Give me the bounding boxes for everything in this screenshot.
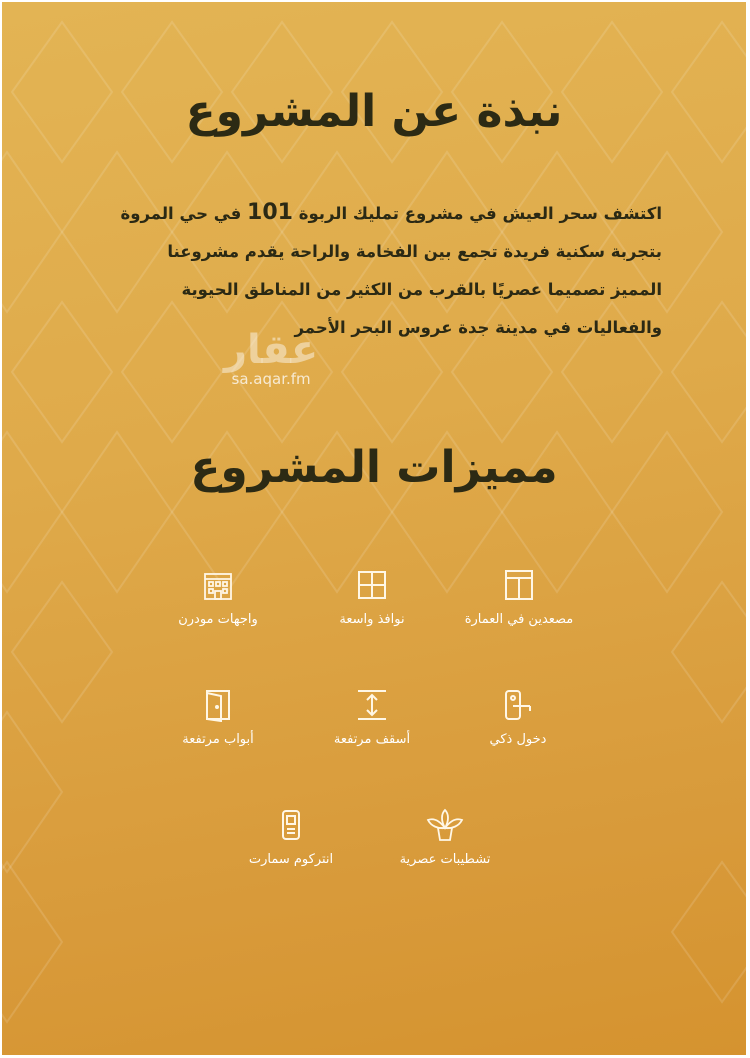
watermark-url: sa.aqar.fm [231,370,311,388]
feature-high-doors [143,688,293,747]
background-pattern [2,2,746,1055]
plant-icon [425,808,465,842]
feature-label: تشطيبات عصرية [399,852,491,867]
building-icon [201,568,235,602]
feature-high-ceilings [297,688,447,747]
aqar-watermark [224,327,319,388]
feature-label: مصعدين في العمارة [464,612,574,627]
feature-facades [143,568,293,627]
ceiling-height-icon [355,688,389,722]
feature-smart-entry [443,688,593,747]
about-line-4: والفعاليات في مدينة جدة عروس البحر الأحمر [294,318,662,337]
smart-lock-icon [501,688,535,722]
feature-label: دخول ذكي [489,732,547,747]
feature-modern-finishes [370,808,520,867]
feature-windows [297,568,447,627]
feature-label: انتركوم سمارت [248,852,334,867]
brochure-page [2,2,746,1055]
feature-label: واجهات مودرن [178,612,258,627]
about-title: نبذة عن المشروع [185,86,563,137]
door-icon [201,688,235,722]
project-number: 101 [247,200,293,225]
feature-label: أسقف مرتفعة [333,732,411,747]
feature-label: أبواب مرتفعة [182,732,254,747]
window-icon [355,568,389,602]
intercom-icon [274,808,308,842]
feature-smart-intercom [216,808,366,867]
elevator-icon [502,568,536,602]
watermark-logo: عقار [224,327,319,373]
about-line-2: بتجربة سكنية فريدة تجمع بين الفخامة والراحة يقدم مشروعنا [167,242,662,261]
about-line-1 [92,194,662,233]
about-line-1-start: اكتشف سحر العيش في مشروع تمليك الربوة [292,204,662,223]
feature-elevators [444,568,594,627]
features-title: مميزات المشروع [190,442,558,493]
about-line-1-end: في حي المروة [120,204,248,223]
about-line-3: المميز تصميما عصريًا بالقرب من الكثير من المناطق الحيوية [181,280,662,299]
feature-label: نوافذ واسعة [339,612,405,627]
about-paragraph [92,194,662,347]
